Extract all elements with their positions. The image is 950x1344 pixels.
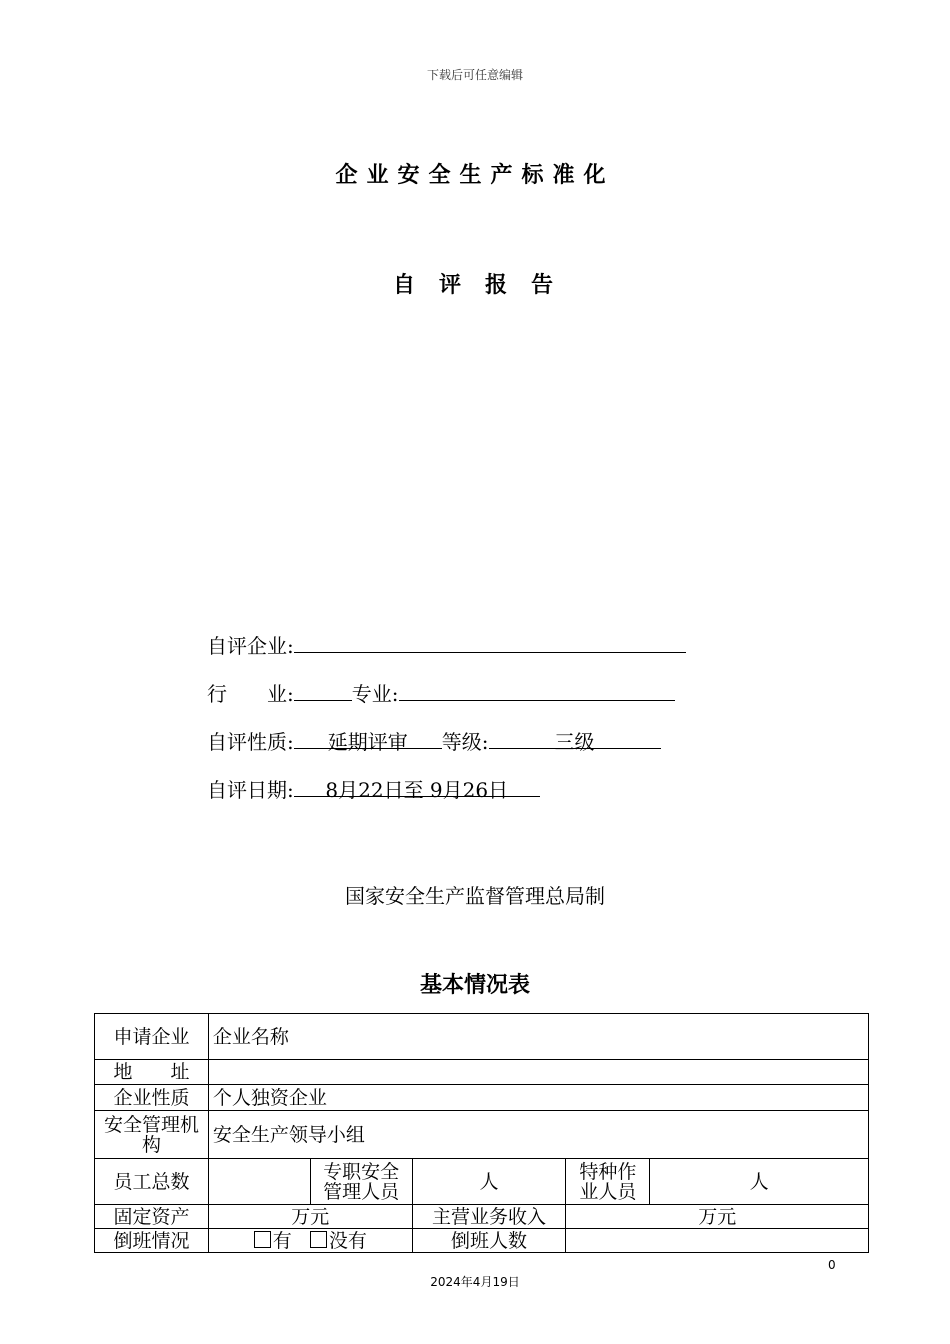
specialty-label: 专业: <box>351 682 399 706</box>
grade-label: 等级: <box>441 730 489 754</box>
table-row <box>95 1060 869 1085</box>
table-row <box>95 1159 869 1205</box>
date-label: 自评日期: <box>207 778 294 802</box>
revenue-unit: 万元 <box>566 1205 869 1229</box>
nature-field <box>207 726 661 755</box>
company-label: 自评企业: <box>207 634 294 658</box>
address-label: 地 址 <box>95 1060 209 1085</box>
employees-value <box>208 1159 310 1205</box>
revenue-label: 主营业务收入 <box>412 1205 566 1229</box>
page-number: 0 <box>828 1258 836 1272</box>
industry-value <box>294 678 352 701</box>
table-row <box>95 1014 869 1060</box>
nature-value: 延期评审 <box>294 726 442 749</box>
date-field <box>207 774 540 803</box>
safety-org-value: 安全生产领导小组 <box>208 1111 868 1159</box>
special-staff-unit: 人 <box>650 1159 869 1205</box>
applicant-value: 企业名称 <box>208 1014 868 1060</box>
employees-label: 员工总数 <box>95 1159 209 1205</box>
shift-options <box>208 1229 412 1253</box>
date-value: 8月22日至 9月26日 <box>294 774 540 797</box>
company-value <box>294 630 686 653</box>
report-title-line2: 自评报告 <box>392 273 577 298</box>
safety-org-label: 安全管理机构 <box>95 1111 209 1159</box>
shift-yes-checkbox[interactable] <box>254 1231 271 1248</box>
table-title: 基本情况表 <box>419 973 530 998</box>
grade-value: 三级 <box>489 726 661 749</box>
safety-staff-unit: 人 <box>412 1159 566 1205</box>
nature-value: 个人独资企业 <box>208 1085 868 1111</box>
fixed-assets-unit: 万元 <box>208 1205 412 1229</box>
shift-count-value <box>566 1229 869 1253</box>
special-staff-label: 特种作业人员 <box>566 1159 650 1205</box>
basic-info-table <box>94 1013 869 1253</box>
table-row <box>95 1111 869 1159</box>
shift-count-label: 倒班人数 <box>412 1229 566 1253</box>
table-row <box>95 1205 869 1229</box>
shift-no-label: 没有 <box>328 1229 367 1252</box>
shift-label: 倒班情况 <box>95 1229 209 1253</box>
issuer: 国家安全生产监督管理总局制 <box>345 884 605 908</box>
table-row <box>95 1085 869 1111</box>
shift-no-checkbox[interactable] <box>310 1231 327 1248</box>
report-title-line1: 企业安全生产标准化 <box>335 163 615 188</box>
applicant-label: 申请企业 <box>95 1014 209 1060</box>
nature-label: 企业性质 <box>95 1085 209 1111</box>
fixed-assets-label: 固定资产 <box>95 1205 209 1229</box>
address-value <box>208 1060 868 1085</box>
industry-field <box>207 678 675 707</box>
company-field <box>207 630 686 659</box>
specialty-value <box>399 678 675 701</box>
header-note: 下载后可任意编辑 <box>426 68 523 82</box>
safety-staff-label: 专职安全管理人员 <box>310 1159 412 1205</box>
shift-yes-label: 有 <box>272 1229 292 1252</box>
nature-label: 自评性质: <box>207 730 294 754</box>
industry-label: 行 业: <box>207 682 294 706</box>
footer-date: 2024年4月19日 <box>430 1275 520 1289</box>
table-row <box>95 1229 869 1253</box>
